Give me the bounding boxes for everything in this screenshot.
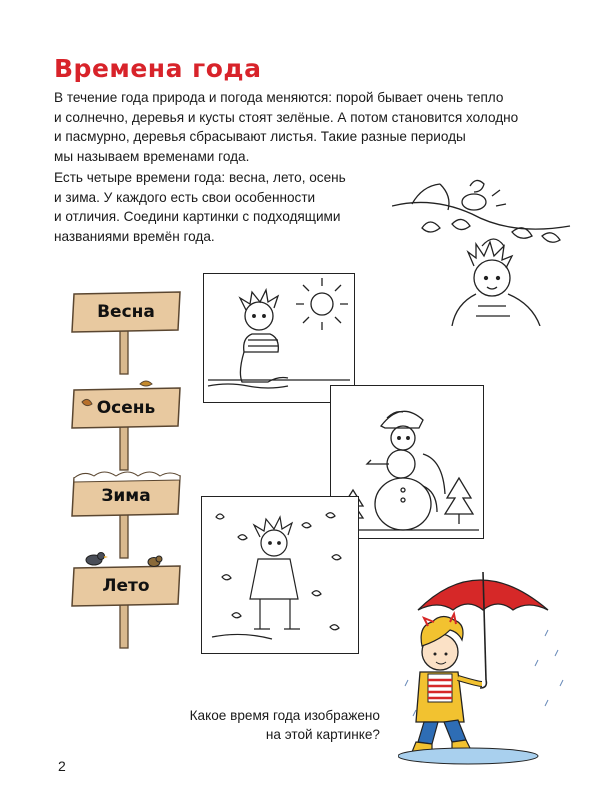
fir-tree-icon <box>445 478 473 524</box>
intro-line: и пасмурно, деревья сбрасывают листья. Такие разные периоды <box>54 129 466 144</box>
bird-icon <box>392 166 393 167</box>
task-paragraph <box>54 168 384 246</box>
snowman-icon <box>331 386 332 387</box>
sign-spring[interactable] <box>68 278 188 378</box>
intro-paragraph <box>54 88 574 166</box>
sign-autumn[interactable] <box>68 374 188 474</box>
task-line: и отличия. Соедини картинки с подходящими <box>54 209 341 224</box>
sun-icon <box>204 274 354 402</box>
sign-summer[interactable] <box>68 552 188 652</box>
question-line: на этой картинке? <box>265 727 380 742</box>
sign-winter[interactable] <box>68 462 188 562</box>
rain-girl-illustration <box>398 560 578 770</box>
bird-icon <box>86 553 108 566</box>
sign-label: Весна <box>97 302 155 322</box>
sign-label: Осень <box>96 398 156 418</box>
leaves-icon <box>202 497 358 653</box>
spring-illustration[interactable] <box>392 166 572 326</box>
summer-picture[interactable] <box>203 273 355 403</box>
intro-line: и солнечно, деревья и кусты стоят зелёные. А потом становится холодно <box>54 109 519 125</box>
question-text <box>160 706 380 744</box>
sign-label: Лето <box>102 576 150 596</box>
sign-label: Зима <box>101 486 151 506</box>
question-line: Какое время года изображено <box>189 708 380 723</box>
task-line: и зима. У каждого есть свои особенности <box>54 189 316 205</box>
intro-line: мы называем временами года. <box>54 148 250 164</box>
page-title: Времена года <box>54 54 262 83</box>
intro-line: В течение года природа и погода меняются: порой бывает очень тепло <box>54 90 504 105</box>
task-line: названиями времён года. <box>54 228 215 244</box>
autumn-picture[interactable] <box>201 496 359 654</box>
task-line: Есть четыре времени года: весна, лето, осень <box>54 170 346 185</box>
page-number: 2 <box>58 758 66 774</box>
